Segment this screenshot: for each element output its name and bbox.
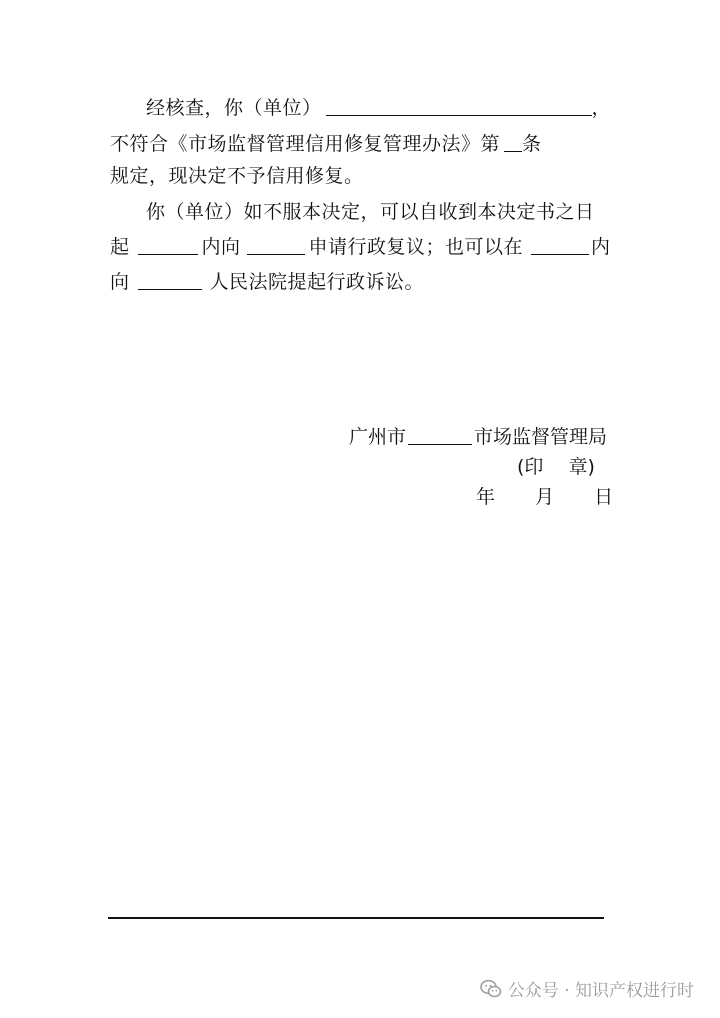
date-year: 年 bbox=[476, 486, 496, 508]
body-text: 申请行政复议；也可以在 bbox=[308, 236, 524, 258]
footer-divider bbox=[108, 917, 604, 919]
body-text: 条 bbox=[522, 133, 542, 155]
body-text: 你（单位）如不服本决定，可以自收到本决定书之日 bbox=[146, 201, 595, 223]
seal-text: (印 章) bbox=[517, 456, 595, 478]
wechat-icon bbox=[480, 979, 502, 999]
body-text: 规定，现决定不予信用修复。 bbox=[110, 165, 364, 187]
body-text: 内向 bbox=[201, 236, 241, 258]
body-text: 内 bbox=[591, 236, 611, 258]
blank-unit-name bbox=[326, 95, 592, 116]
blank-review-authority bbox=[247, 234, 305, 255]
seal-label bbox=[517, 452, 595, 482]
issuing-authority bbox=[349, 422, 607, 452]
blank-period-2 bbox=[531, 234, 589, 255]
date-line bbox=[476, 482, 613, 512]
body-text: 向 bbox=[110, 271, 130, 293]
date-day: 日 bbox=[594, 486, 614, 508]
body-text: ， bbox=[591, 97, 612, 119]
body-line-1 bbox=[146, 92, 611, 124]
body-text: 起 bbox=[110, 236, 130, 258]
body-line-5 bbox=[110, 231, 611, 263]
body-line-4 bbox=[146, 196, 595, 228]
body-line-6 bbox=[110, 266, 424, 298]
authority-prefix: 广州市 bbox=[349, 426, 407, 448]
body-text: 经核查，你（单位） bbox=[146, 97, 322, 119]
blank-district bbox=[408, 424, 472, 445]
body-text: 不符合《市场监督管理信用修复管理办法》第 bbox=[110, 133, 501, 155]
blank-court-name bbox=[138, 269, 202, 290]
body-line-3 bbox=[110, 160, 364, 192]
blank-article-number bbox=[504, 131, 522, 152]
body-text: 人民法院提起行政诉讼。 bbox=[209, 271, 425, 293]
watermark-text: 公众号 · 知识产权进行时 bbox=[507, 981, 694, 1001]
authority-suffix: 市场监督管理局 bbox=[474, 426, 608, 448]
wechat-watermark bbox=[480, 976, 694, 1001]
body-line-2 bbox=[110, 128, 542, 160]
date-month: 月 bbox=[535, 486, 555, 508]
blank-period-1 bbox=[138, 234, 198, 255]
